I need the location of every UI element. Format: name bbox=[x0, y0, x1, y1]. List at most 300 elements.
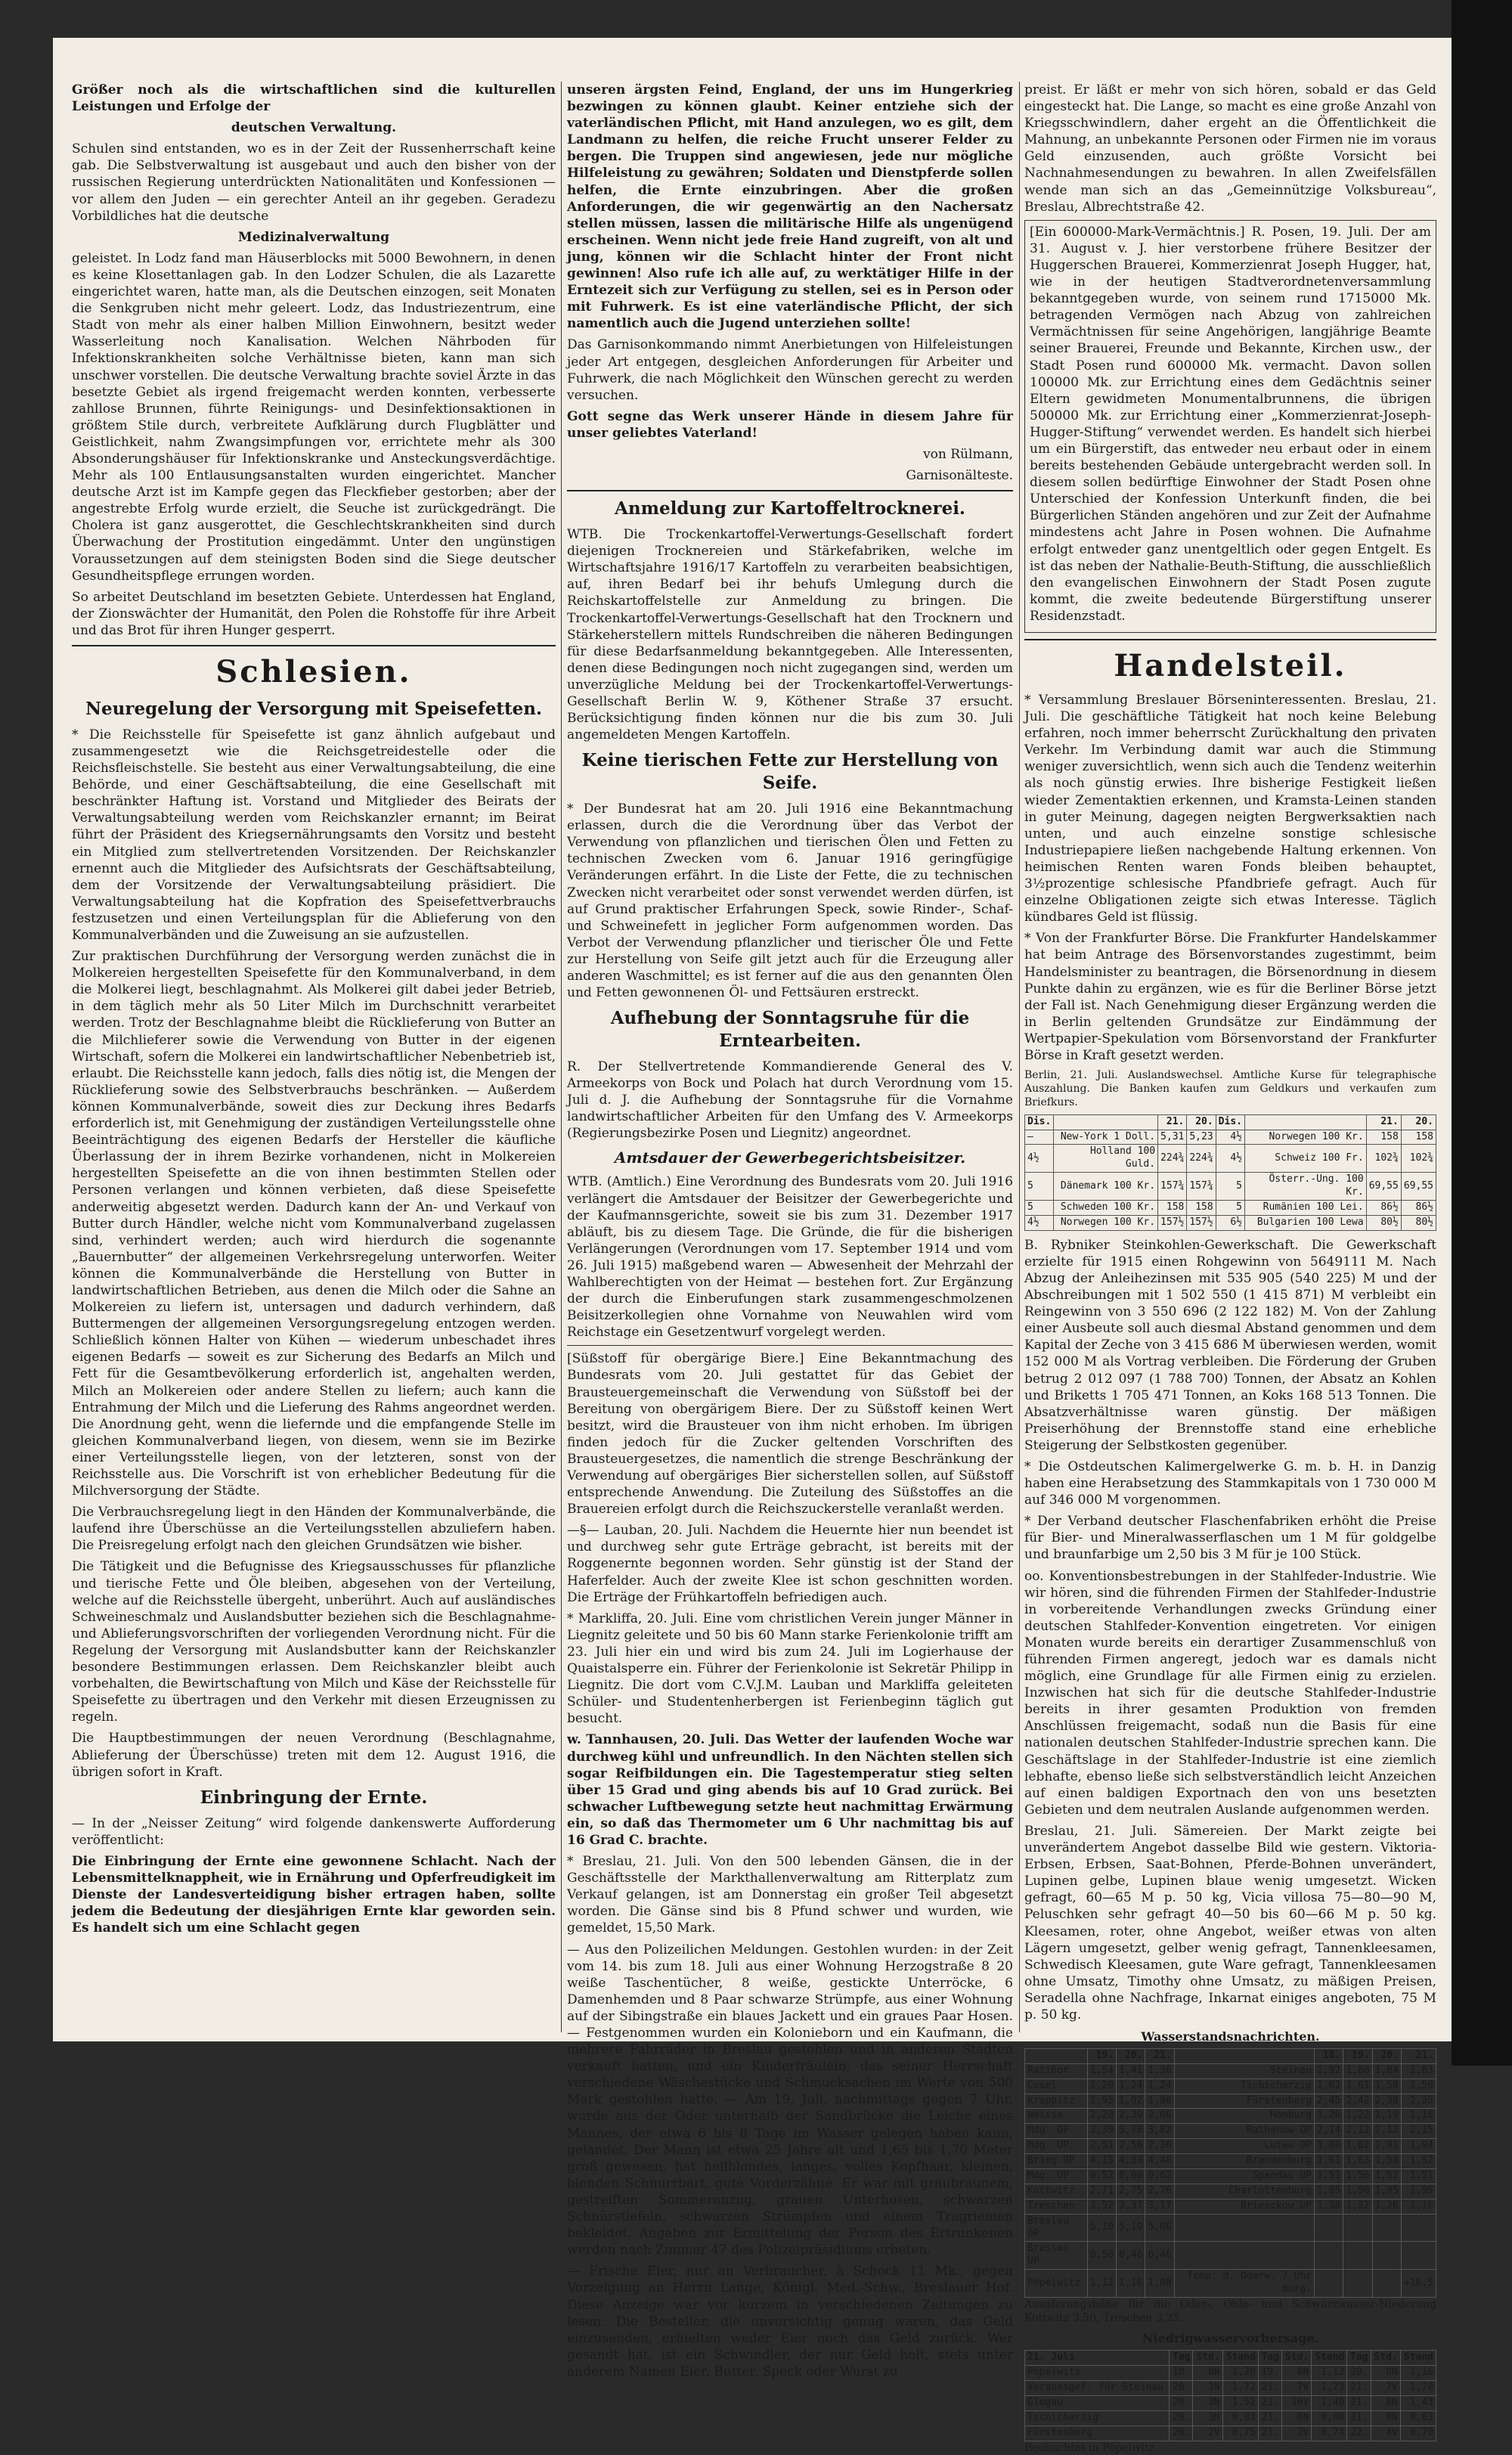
table-cell: — bbox=[1025, 1130, 1054, 1145]
paragraph: So arbeitet Deutschland im besetzten Gebiete. Unterdessen hat England, der Zionswächter der Humanität, den Polen die Rohstoffe für ihre Arbeit und das Brot für ihren Hunger gesperrt. bbox=[72, 589, 556, 638]
paragraph: [Ein 600000-Mark-Vermächtnis.] R. Posen, 19. Juli. Der am 31. August v. J. hier verstorbene frühere Besitzer der Huggerschen Brauerei, Kommerzienrat Joseph Hugger, hat, wie in der heutigen Stadtverordnetenversammlung bekanntgegeben wurde, von seinem rund 1715000 Mk. betragenden Vermögen nach Abzug von zahlreichen Vermächtnissen für seine Angehörigen, langjährige Beamte seiner Brauerei, Freunde und Bekannte, Kirchen usw., der Stadt Posen rund 600000 Mk. vermacht. Davon sollen 100000 Mk. zur Errichtung eines dem Gedächtnis seiner Eltern gewidmeten Monumentalbrunnens, die übrigen 500000 Mk. zur Errichtung einer „Kommerzienrat-Joseph-Hugger-Stiftung“ verwendet werden. Es handelt sich hierbei um ein Bürgerstift, das entweder neu erbaut oder in einem bereits bestehenden Gebäude untergebracht werden soll. In diesem sollen bedürftige Einwohner der Stadt Posen ohne Unterschied der Konfession Unterkunft finden, die bei Bürgerlichen Ständen angehören und zur Zeit der Aufnahme mindestens acht Jahre in Posen wohnen. Die Aufnahme erfolgt entweder ganz unentgeltlich oder gegen Entgelt. Es ist das neben der Nathalie-Beuth-Stiftung, die ausschließlich den evangelischen Einwohnern der Stadt Posen zugute kommt, die zweite bedeutende Bürgerstiftung unserer Residenzstadt. bbox=[1030, 224, 1431, 624]
table-cell: 5,31 bbox=[1158, 1130, 1187, 1145]
table-cell: 2V bbox=[1193, 2426, 1222, 2441]
table-cell: Hamburg bbox=[1174, 2109, 1314, 2124]
table-cell: Glogau bbox=[1025, 2395, 1170, 2410]
article-heading: Amtsdauer der Gewerbegerichtsbeisitzer. bbox=[614, 1148, 966, 1167]
table-cell: 1,51 bbox=[1401, 2168, 1436, 2184]
table-cell: Breslau OP bbox=[1025, 2214, 1088, 2242]
table-cell: 0,83 bbox=[1222, 2410, 1258, 2426]
table-cell: 2,36 bbox=[1145, 2139, 1174, 2154]
table-cell: Holland 100 Guld. bbox=[1054, 1145, 1158, 1173]
table-cell: 21. bbox=[1258, 2410, 1281, 2426]
table-header-cell: 21. bbox=[1401, 2048, 1436, 2063]
table-cell: 5,23 bbox=[1187, 1130, 1216, 1145]
low-water-forecast-table bbox=[1024, 2350, 1436, 2441]
table-cell: Charlottenburg bbox=[1174, 2184, 1314, 2199]
table-cell: Österr.-Ung. 100 Kr. bbox=[1244, 1173, 1366, 1201]
table-cell: 1,36 bbox=[1145, 2063, 1174, 2078]
table-header-cell: 20. bbox=[1372, 2048, 1401, 2063]
table-row bbox=[1025, 1173, 1436, 1201]
table-cell: Fürstenberg bbox=[1174, 2094, 1314, 2109]
table-cell: 2,14 bbox=[1314, 2124, 1343, 2139]
paragraph: * Versammlung Breslauer Börseninteressenten. Breslau, 21. Juli. Die geschäftliche Tätigkeit hat noch keine Belebung erfahren, noch immer beherrscht Zurückhaltung den privaten Verkehr. Im Verbindung damit war auch die Stimmung weniger zuversichtlich, wenn sich auch die Tendenz weiterhin als noch günstig erwies. Ihre bisherige Festigkeit ließen wieder Zementaktien erkennen, und Kramsta-Leinen standen in guter Meinung, dagegen neigten Bergwerksaktien nach unten, und auch einzelne sonstige schlesische Industriepapiere ließen nachgebende Haltung erkennen. Von heimischen Renten waren Fonds bleiben behauptet, 3½prozentige schlesische Pfandbriefe gefragt. Auch für einzelne Obligationen zeigte sich etwas Interesse. Täglich kündbares Geld ist flüssig. bbox=[1024, 693, 1436, 925]
paragraph: — Aus den Polizeilichen Meldungen. Gestohlen wurden: in der Zeit vom 14. bis zum 18. Juli aus einer Wohnung Herzogstraße 8 20 weiße Taschentücher, 8 weiße, gestickte Unterröcke, 6 Damenhemden und 8 Paar schwarze Strümpfe, aus einer Wohnung auf der Sibingstraße ein blaues Jackett und ein graues Paar Hosen. — Festgenommen wurden ein Kolonieborn und ein Kaufmann, die mehrere Fahrräder in Breslau gestohlen und in anderen Städten verkauft hatten, und ein Kinderfräulein, das seiner Herrschaft verschiedene Wäschestücke und Schmucksachen im Werte von 500 Mark gestohlen hatte. — Am 19. Juli, nachmittags gegen 7 Uhr, wurde aus der Oder unterhalb der Sandbrücke die Leiche eines Mannes, der etwa 6 bis 8 Tage im Wasser gelegen haben kann, gelandet. Der Mann ist etwa 25 Jahre alt und 1,65 bis 1,70 Meter groß gewesen, hat hellblondes, langes, volles Kopfhaar, kleinen, blonden Schnurrbart, gute Vorderzähne. Er war mit graubraunem, gestreiften Sommeranzug, grauen Unterhosen, schwarzen Schnürstiefeln, schwarzen Strümpfen und einem Tragriemen bekleidet. Angaben zur Ermittelung der Person des Ertrunkenen werden nach Zimmer 47 des Polizeipräsidiums erbeten. bbox=[567, 1942, 1013, 2258]
table-cell: Lutau OP bbox=[1174, 2139, 1314, 2154]
table-header-cell: Std. bbox=[1193, 2351, 1222, 2366]
paragraph: — In der „Neisser Zeitung“ wird folgende dankenswerte Aufforderung veröffentlicht: bbox=[72, 1815, 556, 1848]
table-cell: 1,91 bbox=[1372, 2139, 1401, 2154]
table-cell: 1,82 bbox=[1343, 2139, 1372, 2154]
table-cell: 4,15 bbox=[1087, 2154, 1116, 2169]
table-cell: 2,06 bbox=[1145, 2109, 1174, 2124]
table-cell: 1,20 bbox=[1087, 2078, 1116, 2094]
newspaper-page bbox=[53, 38, 1452, 2454]
table-cell: 2,12 bbox=[1372, 2124, 1401, 2139]
table-cell: 3N bbox=[1193, 2395, 1222, 2410]
table-cell: 20. bbox=[1170, 2380, 1193, 2395]
table-row bbox=[1025, 2270, 1436, 2298]
table-cell: 2,51 bbox=[1087, 2139, 1116, 2154]
table-cell: 1,22 bbox=[1343, 2109, 1372, 2124]
water-level-table bbox=[1024, 2048, 1436, 2298]
table-cell: 1,61 bbox=[1314, 2154, 1343, 2169]
table-cell: 18. bbox=[1170, 2366, 1193, 2381]
table-cell: Schweden 100 Kr. bbox=[1054, 1200, 1158, 1215]
table-cell: Brieg OP bbox=[1025, 2154, 1088, 2169]
table-cell: 19. bbox=[1258, 2366, 1281, 2381]
table-cell: 158 bbox=[1401, 1130, 1436, 1145]
table-header-cell bbox=[1174, 2048, 1314, 2063]
divider bbox=[567, 1345, 1013, 1346]
table-cell: 21. bbox=[1347, 2395, 1371, 2410]
paragraph: Das Garnisonkommando nimmt Anerbietungen von Hilfeleistungen jeder Art entgegen, desgleichen Anforderungen für Arbeiter und Fuhrwerk, die nach Möglichkeit den Wünschen gerecht zu werden versuchen. bbox=[567, 337, 1013, 403]
table-cell: Briesckow UP bbox=[1174, 2199, 1314, 2214]
table-cell: Cosel bbox=[1025, 2078, 1088, 2094]
table-header-cell: 20. bbox=[1401, 1114, 1436, 1130]
column-middle bbox=[567, 82, 1013, 2379]
paragraph: * Breslau, 21. Juli. Von den 500 lebenden Gänsen, die in der Geschäftsstelle der Markthallenverwaltung am Ritterplatz zum Verkauf gelangen, ist am Donnerstag ein großer Teil abgesetzt worden. Die Gänse sind bis 8 Pfund schwer und wurden, wie gemeldet, 15,50 Mark. bbox=[567, 1854, 1013, 1936]
paragraph: Größer noch als die wirtschaftlichen sind die kulturellen Leistungen und Erfolge der bbox=[72, 82, 556, 115]
scan-dark-edge bbox=[1452, 0, 1512, 2066]
table-row bbox=[1025, 1215, 1436, 1230]
table-cell: 0,50 bbox=[1087, 2242, 1116, 2270]
article-heading: Anmeldung zur Kartoffeltrocknerei. bbox=[615, 498, 965, 519]
paragraph: * Die Ostdeutschen Kalimergelwerke G. m. b. H. in Danzig haben eine Herabsetzung des Stammkapitals von 1 730 000 M auf 346 000 M vorgenommen. bbox=[1024, 1458, 1436, 1508]
table-cell: Rumänien 100 Lei. bbox=[1244, 1200, 1366, 1215]
table-cell: Schweiz 100 Fr. bbox=[1244, 1145, 1366, 1173]
table-cell: 1,12 bbox=[1312, 2366, 1347, 2381]
divider bbox=[1024, 639, 1436, 640]
table-row bbox=[1025, 2366, 1436, 2381]
table-row bbox=[1025, 2124, 1436, 2139]
table-cell: Ratibor bbox=[1025, 2063, 1088, 2078]
table-cell: 0,46 bbox=[1145, 2242, 1174, 2270]
paragraph: * Von der Frankfurter Börse. Die Frankfurter Handelskammer hat beim Antrage des Börsenvorstandes zugestimmt, beim Handelsminister zu beantragen, die Börsenordnung in diesem Punkte dahin zu ergänzen, wie es für die Berliner Börse jetzt der Fall ist. Nach Genehmigung dieser Ergänzung werden die in Berlin geltenden Grundsätze zur Eindämmung der Wertpapier-Spekulation vom Börsenvorstand der Frankfurter Börse in Kraft gesetzt werden. bbox=[1024, 931, 1436, 1063]
table-header-cell: Dis. bbox=[1025, 1114, 1054, 1130]
table-row bbox=[1025, 2395, 1436, 2410]
table-row bbox=[1025, 2154, 1436, 2169]
paragraph: Zur praktischen Durchführung der Versorgung werden zunächst die in Molkereien hergestellten Speisefette für den Kommunalverband, in dem die Molkerei liegt, beschlagnahmt. Als Molkerei gilt dabei jeder Betrieb, in dem täglich mehr als 50 Liter Milch im Durchschnitt verarbeitet werden. Trotz der Beschlagnahme bleibt die Rücklieferung von Butter an die Milchlieferer sowie die Verwendung von Butter in der eigenen Wirtschaft, sofern die Molkerei ein landwirtschaftlicher Nebenbetrieb ist, erlaubt. Die Reichsstelle kann jedoch, falls dies nötig ist, die Mengen der Rücklieferung sowie des Selbstverbrauchs beschränken. — Außerdem können Kommunalverbände, soweit dies zur Deckung ihres Bedarfs erforderlich ist, mit Genehmigung der zuständigen Verteilungsstelle ohne Beeinträchtigung des eigenen Bedarfs der Hersteller die käufliche Überlassung der in ihrem Bezirke vorhandenen, nicht in Molkereien hergestellten Speisefette an die von ihnen bestimmten Stellen oder Personen verlangen und können verbieten, daß diese Speisefette anderweitig abgesetzt werden. Dadurch kann der An- und Verkauf von Butter durch Händler, welche nicht vom Kommunalverband zugelassen sind, verhindert werden; auch wird hierdurch die sogenannte „Bauernbutter“ der allgemeinen Verkehrsregelung unterworfen. Weiter können die Kommunalverbände die Herstellung von Butter in landwirtschaftlichen Betrieben, aus denen die Milch oder die Sahne an Molkereien zu liefern ist, untersagen und dadurch verhindern, daß Buttermengen der allgemeinen Versorgungsregelung entzogen werden. Schließlich können Halter von Kühen — wiederum unbeschadet ihres eigenen Bedarfs — soweit es zur Sicherung des Bedarfs an Milch und Fett für die Gesamtbevölkerung erforderlich ist, angehalten werden, Milch an Molkereien oder andere Stellen zu liefern; auch kann die Entrahmung der Milch und die Lieferung des Rahms angeordnet werden. Die Anordnung geht, wenn die liefernde und die empfangende Stelle im gleichen Kommunalverband liegen, von diesem, wenn sie im Bezirke einer Verteilungsstelle liegen, von der letzteren, sonst von der Reichsstelle aus. Die Vorschrift ist von erheblicher Bedeutung für die Milchversorgung der Städte. bbox=[72, 949, 556, 1499]
table-header-cell bbox=[1244, 1114, 1366, 1130]
table-cell: 5,10 bbox=[1117, 2214, 1145, 2242]
paragraph: * Markliffa, 20. Juli. Eine vom christlichen Verein junger Männer in Liegnitz geleitete und 50 bis 60 Mann starke Ferienkolonie trifft am 23. Juli hier ein und wird bis zum 24. Juli im Logierhause der Quaistalsperre ein. Führer der Ferienkolonie ist Sekretär Philipp in Liegnitz. Die dort vom C.V.J.M. Lauban und Markliffa geleiteten Schüler- und Studentenherbergen ist Ferienbeginn täglich gut besucht. bbox=[567, 1610, 1013, 1727]
table-cell: 1,85 bbox=[1314, 2184, 1343, 2199]
table-cell: 102¾ bbox=[1366, 1145, 1401, 1173]
table-cell: 1,08 bbox=[1145, 2270, 1174, 2298]
table-cell: 4V bbox=[1371, 2426, 1400, 2441]
article-heading: Aufhebung der Sonntagsruhe für die Erntearbeiten. bbox=[610, 1008, 970, 1052]
table-header-cell: 19. bbox=[1087, 2048, 1116, 2063]
table-cell: 157½ bbox=[1158, 1215, 1187, 1230]
table-header-cell: Std. bbox=[1282, 2351, 1312, 2366]
table-cell: 2,45 bbox=[1314, 2094, 1343, 2109]
table-header-cell: 21. bbox=[1145, 2048, 1174, 2063]
table-title: Wasserstandsnachrichten. bbox=[1141, 2029, 1320, 2044]
table-cell: Bulgarien 100 Lewa bbox=[1244, 1215, 1366, 1230]
table-cell: 4½ bbox=[1025, 1215, 1054, 1230]
table-header-cell: 20. bbox=[1117, 2048, 1145, 2063]
table-cell: 3N bbox=[1193, 2380, 1222, 2395]
section-heading-schlesien: Schlesien. bbox=[215, 654, 412, 690]
table-cell bbox=[1314, 2214, 1343, 2242]
table-cell: Voraussgef. für Steinau bbox=[1025, 2380, 1170, 2395]
paragraph: B. Rybniker Steinkohlen-Gewerkschaft. Die Gewerkschaft erzielte für 1915 einen Rohgewinn von 5649111 M. Nach Abzug der Anleihezinsen mit 535 905 (540 225) M und der Abschreibungen mit 1 502 550 (1 415 871) M verbleibt ein Reingewinn von 3 550 696 (2 122 182) M. Von der Zahlung einer Ausbeute soll auch diesmal Abstand genommen und dem Kapital der Zeche von 3 415 686 M überwiesen werden, womit 152 000 M als Vortrag verbleiben. Die Förderung der Gruben betrug 2 012 097 (1 788 700) Tonnen, der Absatz an Kohlen und Briketts 1 705 471 Tonnen, an Koks 168 513 Tonnen. Die Absatzverhältnisse waren günstig. Der mäßigen Preiserhöhung der Brennstoffe stand eine erhebliche Steigerung der Selbstkosten gegenüber. bbox=[1024, 1237, 1436, 1453]
table-row bbox=[1025, 2242, 1436, 2270]
table-cell: Spandau UP bbox=[1174, 2168, 1314, 2184]
table-cell: 69,55 bbox=[1366, 1173, 1401, 1201]
table-cell: Fürstenberg bbox=[1025, 2426, 1170, 2441]
table-header-cell: 18. bbox=[1314, 2048, 1343, 2063]
table-cell: Norwegen 100 Kr. bbox=[1244, 1130, 1366, 1145]
table-cell: Mdg. UP bbox=[1025, 2139, 1088, 2154]
table-cell: 1,61 bbox=[1343, 2078, 1372, 2094]
table-cell: 0,62 bbox=[1145, 2168, 1174, 2184]
table-cell: 2,76 bbox=[1145, 2184, 1174, 2199]
paragraph: WTB. Die Trockenkartoffel-Verwertungs-Gesellschaft fordert diejenigen Trocknereien und Stärkefabriken, welche im Wirtschaftsjahre 1916/17 Kartoffeln zu verarbeiten beabsichtigen, auf, ihren Bedarf bei ihr behufs Umlegung durch die Reichskartoffelstelle zur Anmeldung zu bringen. Die Trockenkartoffel-Verwertungs-Gesellschaft hat den Trocknern und Stärkeherstellern mittels Rundschreiben die näheren Bedingungen für diese Bedarfsanmeldung bekanntgegeben. Alle Interessenten, denen diese Bedingungen noch nicht zugegangen sind, werden um unverzügliche Meldung bei der Trockenkartoffel-Verwertungs-Gesellschaft Berlin W. 9, Köthener Straße 37 ersucht. Berücksichtigung finden können nur die bis zum 30. Juli angemeldeten Mengen Kartoffeln. bbox=[567, 527, 1013, 743]
table-cell: 2,35 bbox=[1401, 2094, 1436, 2109]
table-body bbox=[1025, 2366, 1436, 2441]
table-cell: Temp. d. Oderw. 7 Uhr morg. bbox=[1174, 2270, 1314, 2298]
table-cell bbox=[1372, 2242, 1401, 2270]
table-cell: 1,73 bbox=[1312, 2380, 1347, 2395]
subheading: deutschen Verwaltung. bbox=[231, 120, 397, 136]
table-row bbox=[1025, 2184, 1436, 2199]
table-cell: 4½ bbox=[1025, 1145, 1054, 1173]
table-cell: 8N bbox=[1371, 2395, 1400, 2410]
table-row bbox=[1025, 2214, 1436, 2242]
table-cell: 1,19 bbox=[1372, 2109, 1401, 2124]
table-cell: 5,10 bbox=[1087, 2214, 1116, 2242]
table-cell: 4,48 bbox=[1145, 2154, 1174, 2169]
table-cell: 2,75 bbox=[1117, 2184, 1145, 2199]
table-cell: Pöpelwitz bbox=[1025, 2270, 1088, 2298]
table-cell: 3,17 bbox=[1145, 2199, 1174, 2214]
table-cell: 80½ bbox=[1366, 1215, 1401, 1230]
table-row bbox=[1025, 1130, 1436, 1145]
paragraph: Die Verbrauchsregelung liegt in den Händen der Kommunalverbände, die laufend ihre Überschüsse an die Verteilungsstellen abzuliefern haben. Die Preisregelung erfolgt nach den gleichen Grundsätzen wie bisher. bbox=[72, 1505, 556, 1554]
table-cell: 1,51 bbox=[1314, 2168, 1343, 2184]
table-cell: 1,16 bbox=[1400, 2366, 1436, 2381]
table-cell: 1,56 bbox=[1343, 2168, 1372, 2184]
table-cell: Dänemark 100 Kr. bbox=[1054, 1173, 1158, 1201]
table-cell: 0,60 bbox=[1117, 2168, 1145, 2184]
table-cell: 21. bbox=[1258, 2426, 1281, 2441]
table-cell: 10V bbox=[1282, 2395, 1312, 2410]
table-cell: 1,43 bbox=[1400, 2395, 1436, 2410]
paragraph: Schulen sind entstanden, wo es in der Zeit der Russenherrschaft keine gab. Die Selbstverwaltung ist ausgebaut und auch den bisher von der russischen Regierung unterdrückten Nationalitäten und Konfessionen — vor allem den Juden — ein gerechter Anteil an ihr gegeben. Geradezu Vorbildliches hat die deutsche bbox=[72, 141, 556, 224]
paragraph: Gott segne das Werk unserer Hände in diesem Jahre für unser geliebtes Vaterland! bbox=[567, 408, 1013, 441]
table-cell: 20. bbox=[1347, 2366, 1371, 2381]
table-cell: 3,82 bbox=[1145, 2124, 1174, 2139]
table-header-cell bbox=[1025, 2048, 1088, 2063]
table-header-row bbox=[1025, 1114, 1436, 1130]
table-cell: 3,78 bbox=[1117, 2124, 1145, 2139]
table-header-cell: 19. bbox=[1343, 2048, 1372, 2063]
divider bbox=[72, 645, 556, 646]
table-cell bbox=[1174, 2242, 1314, 2270]
paragraph: w. Tannhausen, 20. Juli. Das Wetter der laufenden Woche war durchweg kühl und unfreundlich. In den Nächten stellen sich sogar Reifbildungen ein. Die Tagestemperatur stieg selten über 15 Grad und ging abends bis auf 10 Grad zurück. Bei schwacher Luftbewegung setzte heut nachmittag Erwärmung ein, so daß das Thermometer um 6 Uhr nachmittag bis auf 16 Grad C. brachte. bbox=[567, 1732, 1013, 1848]
table-cell: 22. bbox=[1347, 2426, 1371, 2441]
table-cell bbox=[1401, 2214, 1436, 2242]
table-header-cell: 21. bbox=[1158, 1114, 1187, 1130]
table-header-cell: Tag bbox=[1347, 2351, 1371, 2366]
table-cell: 1,80 bbox=[1314, 2139, 1343, 2154]
table-cell: 8N bbox=[1282, 2366, 1312, 2381]
table-cell: 1,52 bbox=[1372, 2168, 1401, 2184]
table-cell: 80½ bbox=[1401, 1215, 1436, 1230]
table-cell: 0,70 bbox=[1400, 2426, 1436, 2441]
paragraph: Die Tätigkeit und die Befugnisse des Kriegsausschusses für pflanzliche und tierische Fette und Öle bleiben, abgesehen von der Verteilung, welche auf die Reichsstelle übergeht, unberührt. Auch auf ausländisches Schweineschmalz und Auslandsbutter beziehen sich die Beschlagnahme- und Ablieferungsvorschriften der vorliegenden Verordnung nicht. Für die Regelung der Versorgung mit Auslandsbutter kann der Reichskanzler besondere Bestimmungen erlassen. Dem Reichskanzler bleibt auch vorbehalten, die Bewirtschaftung von Milch und Käse der Reichsstelle für Speisefette zu übertragen und den Verkehr mit diesen Erzeugnissen zu regeln. bbox=[72, 1559, 556, 1725]
table-cell: 7V bbox=[1282, 2380, 1312, 2395]
table-cell: 1,56 bbox=[1401, 2078, 1436, 2094]
table-header-cell: 21. bbox=[1366, 1114, 1401, 1130]
table-cell: 157¾ bbox=[1187, 1173, 1216, 1201]
table-body bbox=[1025, 2063, 1436, 2297]
table-cell: 1,62 bbox=[1314, 2078, 1343, 2094]
table-cell: 224¾ bbox=[1187, 1145, 1216, 1173]
table-header-cell: Stand bbox=[1400, 2351, 1436, 2366]
table-cell: 5 bbox=[1216, 1200, 1244, 1215]
table-cell: 86½ bbox=[1401, 1200, 1436, 1215]
table-subtitle: Beobachtet in Pöpelwitz bbox=[1024, 2441, 1154, 2454]
paragraph: geleistet. In Lodz fand man Häuserblocks mit 5000 Bewohnern, in denen es keine Klosettanlagen gab. In den Lodzer Schulen, die als Lazarette eingerichtet waren, hatte man, als die Deutschen einzogen, seit Monaten die Senkgruben nicht mehr geleert. Lodz, das Industriezentrum, eine Stadt von mehr als einer halben Million Einwohnern, besitzt weder Wasserleitung noch Kanalisation. Welchen Nährboden für Infektionskrankheiten solche Verhältnisse bieten, kann man sich unschwer vorstellen. Die deutsche Verwaltung brachte soviel Ärzte in das besetzte Gebiet als irgend freigemacht werden konnten, verbesserte zahllose Brunnen, führte Reinigungs- und Desinfektionsaktionen in größtem Stile durch, verbreitete Aufklärung durch Flugblätter und Geistlichkeit, nahm Zwangsimpfungen vor, errichtete mehr als 300 Absonderungshäuser für Infektionskranke und Ansteckungsverdächtige. Mehr als 100 Entlausungsanstalten wurden eingerichtet. Mancher deutsche Arzt ist im Kampfe gegen das Fleckfieber gestorben; aber der angestrebte Erfolg wurde erzielt, die Seuche ist zurückgedrängt. Die Cholera ist ganz ausgerottet, die Geschlechtskrankheiten sind durch Überwachung der Prostitution eingedämmt. Unter den ungünstigen Voraussetzungen auf dem steinigsten Boden sind die Siege deutscher Gesundheitspflege errungen worden. bbox=[72, 250, 556, 584]
table-cell bbox=[1372, 2214, 1401, 2242]
table-cell: 2,56 bbox=[1117, 2139, 1145, 2154]
table-cell: 1,52 bbox=[1401, 2154, 1436, 2169]
table-cell: 1,90 bbox=[1343, 2184, 1372, 2199]
table-cell: 2,71 bbox=[1087, 2184, 1116, 2199]
paragraph: [Süßstoff für obergärige Biere.] Eine Bekanntmachung des Bundesrats vom 20. Juli gestattet für das Gebiet der Brausteuergemeinschaft die Verwendung von Süßstoff bei der Bereitung von obergärigem Biere. Der zu Süßstoff keinen Wert besitzt, wird die Brausteuer von ihm nicht erhoben. Im übrigen finden jedoch für die Zucker geltenden Vorschriften des Brausteuergesetzes, die namentlich die strenge Beschränkung der Verwendung auf obergäriges Bier sicherstellen sollen, auf Süßstoff entsprechende Anwendung. Die Zuteilung des Süßstoffes an die Brauereien erfolgt durch die Reichszuckerstelle veranlaßt werden. bbox=[567, 1351, 1013, 1517]
table-cell: 5 bbox=[1216, 1173, 1244, 1201]
table-cell: 1,95 bbox=[1372, 2184, 1401, 2199]
table-cell: 158 bbox=[1366, 1130, 1401, 1145]
table-cell: 5 bbox=[1025, 1200, 1054, 1215]
table-row bbox=[1025, 2410, 1436, 2426]
table-row bbox=[1025, 1200, 1436, 1215]
table-row bbox=[1025, 1145, 1436, 1173]
table-cell: 2,12 bbox=[1343, 2124, 1372, 2139]
table-note: Ausuferungshöhe für die Oder-, Ohle- und Schwarzwasser-Niederung Kottwitz 3,50, Treschen 3,25. bbox=[1024, 2298, 1436, 2325]
table-cell: 1,54 bbox=[1087, 2063, 1116, 2078]
table-cell: New-York 1 Doll. bbox=[1054, 1130, 1158, 1145]
table-cell: 69,55 bbox=[1401, 1173, 1436, 1201]
article-heading: Einbringung der Ernte. bbox=[200, 1787, 428, 1808]
table-cell bbox=[1314, 2270, 1343, 2298]
paragraph: * Der Bundesrat hat am 20. Juli 1916 eine Bekanntmachung erlassen, durch die die Verordnung über das Verbot der Verwendung von pflanzlichen und tierischen Ölen und Fetten zu technischen Zwecken vom 6. Januar 1916 geringfügige Veränderungen erfährt. In die Liste der Fette, die zu technischen Zwecken nicht verarbeitet oder sonst verwendet werden dürfen, ist auf Grund praktischer Erfahrungen Speck, sowie Rinder-, Schaf- und Schweinefett in jeglicher Form aufgenommen worden. Das Verbot der Verwendung pflanzlicher und tierischer Öle und Fette zur Herstellung von Seife gilt jetzt auch für die Erzeugung aller anderen Waschmittel; es ist ferner auf die aus den genannten Ölen und Fetten gewonnenen Öl- und Fettsäuren erstreckt. bbox=[567, 801, 1013, 1001]
table-cell: Neisse bbox=[1025, 2109, 1088, 2124]
table-cell: 1,95 bbox=[1401, 2184, 1436, 2199]
table-cell: Kottwitz bbox=[1025, 2184, 1088, 2199]
table-cell: 3,39 bbox=[1087, 2124, 1116, 2139]
table-cell: Norwegen 100 Kr. bbox=[1054, 1215, 1158, 1230]
table-cell bbox=[1314, 2242, 1343, 2270]
table-body bbox=[1025, 1130, 1436, 1230]
paragraph: preist. Er läßt er mehr von sich hören, sobald er das Geld eingesteckt hat. Die Lange, so macht es eine große Anzahl von Kriegsschwindlern, daher ergeht an die Öffentlichkeit die Mahnung, an unbekannte Personen oder Firmen nie im voraus Geld einzusenden, auch größte Vorsicht bei Nachnahmesendungen zu bewahren. In allen Zweifelsfällen wende man sich an das „Gemeinnützige Volksbureau“, Breslau, Albrechtstraße 42. bbox=[1024, 82, 1436, 215]
table-cell: 1,38 bbox=[1314, 2199, 1343, 2214]
table-header-cell: Std. bbox=[1371, 2351, 1400, 2366]
paragraph: oo. Konventionsbestrebungen in der Stahlfeder-Industrie. Wie wir hören, sind die führenden Firmen der Stahlfeder-Industrie in vorbereitende Verhandlungen zwecks Gründung einer deutschen Stahlfeder-Konvention eingetreten. Vor einigen Monaten wurde bereits ein derartiger Zusammenschluß von führenden Firmen angeregt, jedoch war es damals nicht möglich, eine Grundlage für alle Firmen einig zu erzielen. Inzwischen hat sich für die deutsche Stahlfeder-Industrie bereits in ihrer gesamten Produktion von fremden Anschlüssen freigemacht, sodaß nun die Basis für eine nationalen deutschen Stahlfeder-Industrie sprechen kann. Die Geschäftslage in der Stahlfeder-Industrie ist eine ziemlich lebhafte, ebenso ließe sich selbstverständlich leicht Anzeichen auf einen baldigen Exportnach den von uns besetzten Gebieten und dem neutralen Auslande aufgenommen werden. bbox=[1024, 1568, 1436, 1818]
table-cell: 224¾ bbox=[1158, 1145, 1187, 1173]
subheading: Medizinalverwaltung bbox=[237, 229, 390, 245]
column-rule bbox=[1019, 82, 1020, 2032]
table-cell: 2,42 bbox=[1343, 2094, 1372, 2109]
table-cell bbox=[1343, 2270, 1372, 2298]
table-cell: 2V bbox=[1282, 2426, 1312, 2441]
table-cell: 3N bbox=[1193, 2410, 1222, 2426]
article-heading: Neuregelung der Versorgung mit Speisefetten. bbox=[85, 699, 542, 719]
table-cell: 1,83 bbox=[1401, 2063, 1436, 2078]
table-row bbox=[1025, 2168, 1436, 2184]
column-right bbox=[1024, 82, 1436, 2454]
table-cell: 158 bbox=[1158, 1200, 1187, 1215]
table-cell: 102¾ bbox=[1401, 1145, 1436, 1173]
table-row bbox=[1025, 2063, 1436, 2078]
table-cell: 1,94 bbox=[1401, 2139, 1436, 2154]
bequest-box bbox=[1024, 220, 1436, 633]
table-cell: 1,40 bbox=[1312, 2395, 1347, 2410]
table-cell: 0,83 bbox=[1400, 2410, 1436, 2426]
paragraph: R. Der Stellvertretende Kommandierende General des V. Armeekorps von Bock und Polach hat durch Verordnung vom 15. Juli d. J. die Aufhebung der Sonntagsruhe für die Vornahme landwirtschaftlicher Arbeiten für den Umfang des V. Armeekorps (Regierungsbezirke Posen und Liegnitz) angeordnet. bbox=[567, 1059, 1013, 1142]
table-cell: 7V bbox=[1371, 2380, 1400, 2395]
table-row bbox=[1025, 2109, 1436, 2124]
table-cell: 1,92 bbox=[1117, 2094, 1145, 2109]
table-cell: 8N bbox=[1371, 2366, 1400, 2381]
table-cell: 1,63 bbox=[1343, 2154, 1372, 2169]
table-cell: Brandenburg bbox=[1174, 2154, 1314, 2169]
table-cell: 1,24 bbox=[1145, 2078, 1174, 2094]
table-cell: 2,30 bbox=[1117, 2109, 1145, 2124]
table-cell: Pöpelwitz bbox=[1025, 2366, 1170, 2381]
paragraph: —§— Lauban, 20. Juli. Nachdem die Heuernte hier nun beendet ist und durchweg sehr gute Erträge gebracht, ist bereits mit der Roggenernte begonnen worden. Sehr günstig ist der Stand der Haferfelder. Auch der zweite Klee ist schon geschnitten worden. Die Erträge der Frühkartoffeln befriedigen auch. bbox=[567, 1523, 1013, 1605]
table-cell: 1,16 bbox=[1117, 2270, 1145, 2298]
paragraph: unseren ärgsten Feind, England, der uns im Hungerkrieg bezwingen zu können glaubt. Keiner entziehe sich der vaterländischen Pflicht, mit Hand anzulegen, wo es gilt, dem Landmann zu helfen, die reiche Frucht unserer Felder zu bergen. Die Truppen sind angewiesen, jede nur mögliche Hilfeleistung zu gewähren; Soldaten und Dienstpferde sollen helfen, die Ernte einzubringen. Aber die großen Anforderungen, die wir gegenwärtig an den Nachersatz stellen müssen, lassen die militärische Hilfe als ungenügend erscheinen. Wenn nicht jede freie Hand zugreift, von alt und jung, können wir die Schlacht hinter der Front nicht gewinnen! Also rufe ich alle auf, zu werktätiger Hilfe in der Erntezeit sich zur Verfügung zu stellen, sei es in Person oder mit Fuhrwerk. Es ist eine vaterländische Pflicht, der sich namentlich auch die Jugend unterziehen sollte! bbox=[567, 82, 1013, 332]
table-header-cell: 21. Juli bbox=[1025, 2351, 1170, 2366]
table-cell: 1,18 bbox=[1401, 2109, 1436, 2124]
divider bbox=[567, 490, 1013, 491]
table-cell: 5 bbox=[1025, 1173, 1054, 1201]
table-cell: 1,86 bbox=[1145, 2094, 1174, 2109]
table-cell: 0,75 bbox=[1222, 2426, 1258, 2441]
table-cell: 0,88 bbox=[1312, 2410, 1347, 2426]
table-cell: 1,41 bbox=[1117, 2063, 1145, 2078]
table-cell: 1,70 bbox=[1400, 2380, 1436, 2395]
table-row bbox=[1025, 2426, 1436, 2441]
column-rule bbox=[561, 82, 562, 2032]
paragraph: * Der Verband deutscher Flaschenfabriken erhöht die Preise für Bier- und Mineralwasserflaschen um 1 M für goldgelbe und braunfarbige um 2,50 bis 3 M für je 100 Stück. bbox=[1024, 1514, 1436, 1563]
table-cell: 8N bbox=[1371, 2410, 1400, 2426]
table-cell: 6½ bbox=[1216, 1215, 1244, 1230]
section-heading-handelsteil: Handelsteil. bbox=[1114, 648, 1347, 683]
article-heading: Keine tierischen Fette zur Herstellung von Seife. bbox=[581, 750, 999, 794]
table-cell bbox=[1174, 2214, 1314, 2242]
table-row bbox=[1025, 2139, 1436, 2154]
table-cell: 1,72 bbox=[1222, 2380, 1258, 2395]
table-cell: 5,06 bbox=[1145, 2214, 1174, 2242]
paragraph: Die Einbringung der Ernte eine gewonnene Schlacht. Nach der Lebensmittelknappheit, wie in Ernährung und Opferfreudigkeit im Dienste der Landesverteidigung bisher ertragen haben, sollte jedem die Bedeutung der diesjährigen Ernte klar geworden sein. Es handelt sich um eine Schlacht gegen bbox=[72, 1853, 556, 1936]
table-cell: Treschen bbox=[1025, 2199, 1088, 2214]
table-row bbox=[1025, 2380, 1436, 2395]
table-cell: Tschicherzig bbox=[1174, 2078, 1314, 2094]
table-cell: 157¾ bbox=[1158, 1173, 1187, 1201]
table-cell: 2,15 bbox=[1401, 2124, 1436, 2139]
table-cell: 1,26 bbox=[1372, 2199, 1401, 2214]
table-cell bbox=[1372, 2270, 1401, 2298]
table-header-row bbox=[1025, 2048, 1436, 2063]
exchange-heading: Berlin, 21. Juli. Auslandswechsel. Amtliche Kurse für telegraphische Auszahlung. Die Banken kaufen zum Geldkurs und verkaufen zum Briefkurs. bbox=[1024, 1069, 1436, 1109]
table-cell: 21. bbox=[1258, 2380, 1281, 2395]
table-cell: 8N bbox=[1282, 2410, 1312, 2426]
table-cell: 1,20 bbox=[1222, 2366, 1258, 2381]
table-cell: 86½ bbox=[1366, 1200, 1401, 1215]
paragraph: Die Hauptbestimmungen der neuen Verordnung (Beschlagnahme, Ablieferung der Überschüsse) treten mit dem 12. August 1916, die übrigen sofort in Kraft. bbox=[72, 1731, 556, 1780]
table-cell: 1,16 bbox=[1401, 2199, 1436, 2214]
table-cell: 20. bbox=[1170, 2410, 1193, 2426]
table-cell: 20. bbox=[1170, 2395, 1193, 2410]
table-title: Niedrigwasservorhersage. bbox=[1142, 2331, 1319, 2346]
table-cell: 1,88 bbox=[1343, 2063, 1372, 2078]
table-cell: 2,28 bbox=[1087, 2109, 1116, 2124]
table-cell: Rathenow OP bbox=[1174, 2124, 1314, 2139]
table-cell: 1,12 bbox=[1087, 2270, 1116, 2298]
signature: von Rülmann, bbox=[923, 446, 1013, 462]
table-cell: 20. bbox=[1170, 2426, 1193, 2441]
table-header-cell bbox=[1054, 1114, 1158, 1130]
table-cell: +16,5 bbox=[1401, 2270, 1436, 2298]
table-cell: 21. bbox=[1258, 2395, 1281, 2410]
table-cell: 1,92 bbox=[1314, 2063, 1343, 2078]
table-header-cell: Tag bbox=[1258, 2351, 1281, 2366]
table-header-cell: Stand bbox=[1222, 2351, 1258, 2366]
table-cell: Mdg. OP bbox=[1025, 2124, 1088, 2139]
table-cell bbox=[1343, 2214, 1372, 2242]
table-row bbox=[1025, 2199, 1436, 2214]
paragraph: * Die Reichsstelle für Speisefette ist ganz ähnlich aufgebaut und zusammengesetzt wie die Reichsgetreidestelle oder die Reichsfleischstelle. Sie besteht aus einer Verwaltungsabteilung, die eine Behörde, und einer Geschäftsabteilung, die eine Gesellschaft mit beschränkter Haftung ist. Vorstand und Mitglieder des Beirats der Verwaltungsabteilung werden vom Reichskanzler ernannt; im Beirat führt der Präsident des Kriegsernährungsamts den Vorsitz und besteht ein Mitglied zum stellvertretenden Vorsitzenden. Der Reichskanzler ernennt auch die Mitglieder des Aufsichtsrats der Geschäftsabteilung, dem der Vorsitzende der Verwaltungsabteilung präsidiert. Die Verwaltungsabteilung hat die Kopfration des Speisefettverbrauchs festzusetzen und einen Verteilungsplan für die Ablieferung von den Kommunalverbänden und die Zuweisung an sie aufzustellen. bbox=[72, 727, 556, 944]
table-cell: Mdg. UP bbox=[1025, 2168, 1088, 2184]
table-cell: 8N bbox=[1193, 2366, 1222, 2381]
table-cell: 21. bbox=[1347, 2410, 1371, 2426]
table-cell bbox=[1343, 2242, 1372, 2270]
table-cell: 1,95 bbox=[1087, 2094, 1116, 2109]
table-header-cell: Dis. bbox=[1216, 1114, 1244, 1130]
table-cell: 21. bbox=[1347, 2380, 1371, 2395]
paragraph: WTB. (Amtlich.) Eine Verordnung des Bundesrats vom 20. Juli 1916 verlängert die Amtsdauer der Beisitzer der Gewerbegerichte und der Kaufmannsgerichte, soweit sie bis zum 31. Dezember 1917 abläuft, bis zu diesem Tage. Die Gründe, die für die bisherigen Verlängerungen (Verordnungen vom 17. September 1914 und vom 26. Juli 1915) maßgebend waren — Abwesenheit der Mehrzahl der Wahlberechtigten von der Heimat — bestehen fort. Zur Ergänzung der durch die Einberufungen stark zusammengeschmolzenen Beisitzerkollegien ohne Vornahme von Neuwahlen wird vom Reichstage ein Gesetzentwurf vorgelegt werden. bbox=[567, 1174, 1013, 1341]
table-row bbox=[1025, 2078, 1436, 2094]
table-header-cell: Stand bbox=[1312, 2351, 1347, 2366]
table-cell: 1,58 bbox=[1372, 2154, 1401, 2169]
table-cell: 4½ bbox=[1216, 1145, 1244, 1173]
exchange-table bbox=[1024, 1114, 1436, 1231]
